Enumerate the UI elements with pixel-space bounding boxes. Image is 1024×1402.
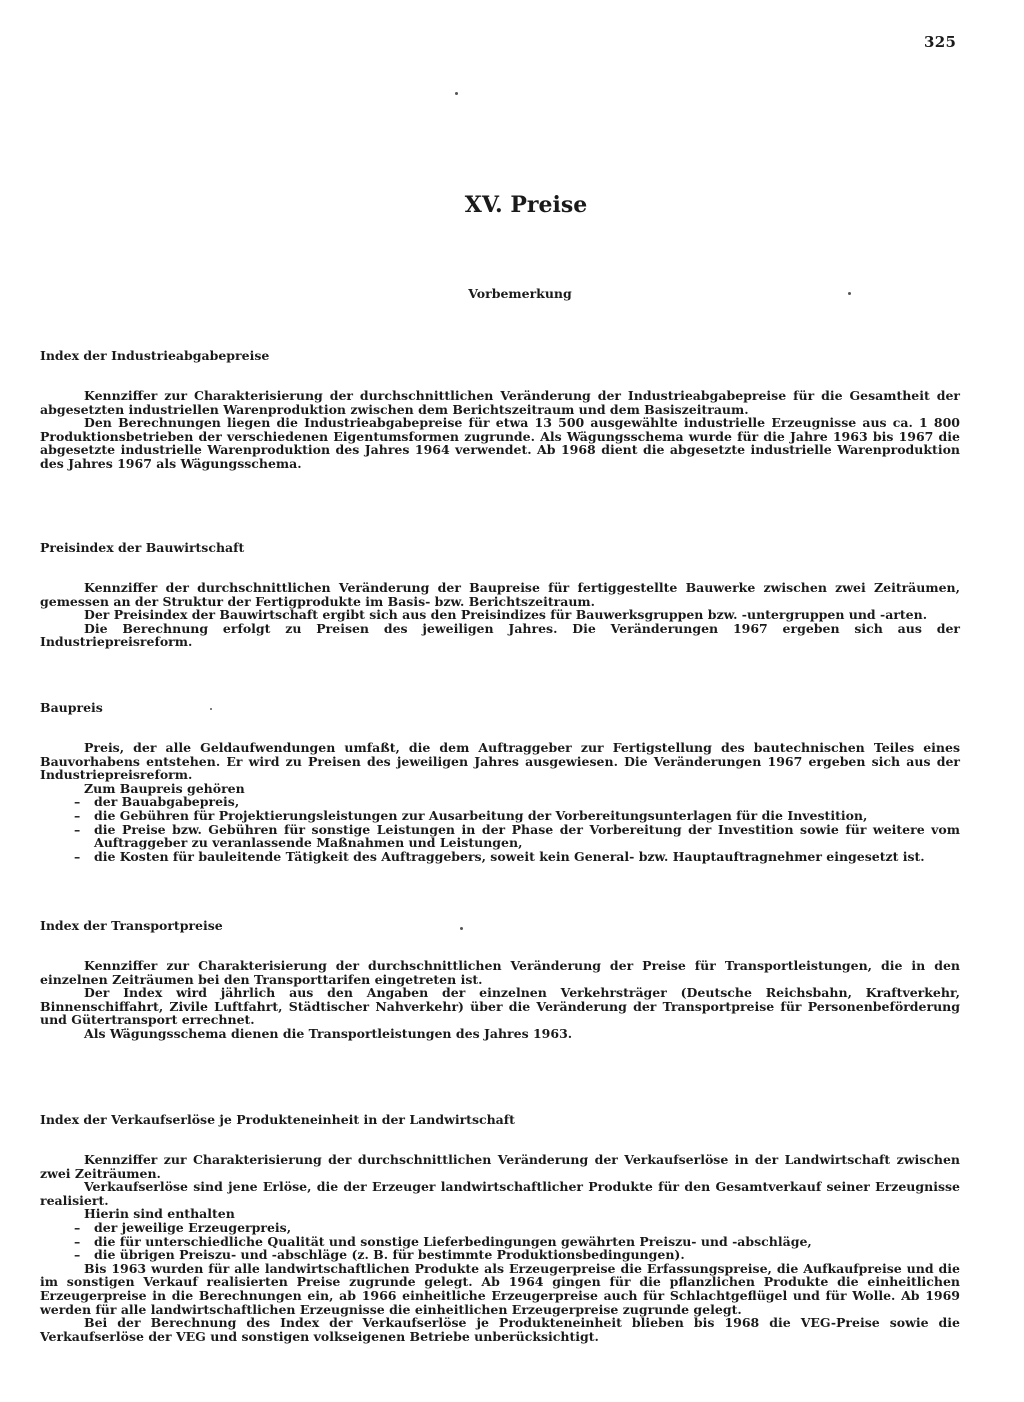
section-industrial-prices xyxy=(40,348,960,471)
section-agricultural-sales xyxy=(40,1112,960,1343)
list-item: – die Kosten für bauleitende Tätigkeit des Auftraggebers, soweit kein General- bzw. Hauptauftragnehmer eingesetzt ist. xyxy=(40,850,960,864)
section-heading: Index der Transportpreise xyxy=(40,918,223,933)
section-heading: Preisindex der Bauwirtschaft xyxy=(40,540,245,555)
paragraph: Zum Baupreis gehören xyxy=(84,780,245,796)
section-heading: Index der Industrieabgabepreise xyxy=(40,348,270,363)
list-item: – die Preise bzw. Gebühren für sonstige Leistungen in der Phase der Vorbereitung der Investition sowie für weitere vom Auftraggeber zu veranlassende Maßnahmen und Leistungen, xyxy=(40,823,960,850)
section-construction-price xyxy=(40,700,960,863)
chapter-title: XV. Preise xyxy=(464,192,588,218)
paragraph: Den Berechnungen liegen die Industrieabgabepreise für etwa 13 500 ausgewählte industrielle Erzeugnisse aus ca. 1 800 Produktionsbetrieben der verschiedenen Eigentumsformen zugrunde. Als Wägungsschema wurde für die Jahre 1963 bis 1967 die abgesetzte industrielle Warenproduktion des Jahres 1964 verwendet. Ab 1968 dient die abgesetzte industrielle Warenproduktion des Jahres 1967 als Wägungsschema. xyxy=(40,415,960,471)
scan-speck xyxy=(210,708,212,710)
paragraph: Die Berechnung erfolgt zu Preisen des jeweiligen Jahres. Die Veränderungen 1967 ergeben sich aus der Industriepreisreform. xyxy=(40,620,960,650)
paragraph: Bei der Berechnung des Index der Verkaufserlöse je Produkteneinheit blieben bis 1968 die VEG-Preise sowie die Verkaufserlöse der VEG und sonstigen volkseigenen Betriebe unberücksichtigt. xyxy=(40,1315,960,1344)
list-item: – der jeweilige Erzeugerpreis, xyxy=(40,1221,960,1235)
paragraph: Preis, der alle Geldaufwendungen umfaßt, die dem Auftraggeber zur Fertigstellung des bautechnischen Teiles eines Bauvorhabens entstehen. Er wird zu Preisen des jeweiligen Jahres ausgewiesen. Die Veränderungen 1967 ergeben sich aus der Industriepreisreform. xyxy=(40,740,960,783)
section-transport-prices xyxy=(40,918,960,1041)
scan-speck xyxy=(848,292,851,295)
paragraph: Hierin sind enthalten xyxy=(84,1206,235,1222)
section-heading: Baupreis xyxy=(40,700,103,715)
paragraph: Kennziffer zur Charakterisierung der durchschnittlichen Veränderung der Preise für Transportleistungen, die in den einzelnen Zeiträumen bei den Transporttarifen eingetreten ist. xyxy=(40,958,960,987)
paragraph: Bis 1963 wurden für alle landwirtschaftlichen Produkte als Erzeugerpreise die Erfassungspreise, die Aufkaufpreise und die im sonstigen Verkauf realisierten Preise zugrunde gelegt. Ab 1964 gingen für die pflanzlichen Produkte die einheitlichen Erzeugerpreise in die Berechnungen ein, ab 1966 einheitliche Erzeugerpreise auch für Schlachtgeflügel und für Wolle. Ab 1969 werden für alle landwirtschaftlichen Erzeugnisse die einheitlichen Erzeugerpreise zugrunde gelegt. xyxy=(40,1260,960,1317)
paragraph: Der Preisindex der Bauwirtschaft ergibt sich aus den Preisindizes für Bauwerksgruppen bzw. -untergruppen und -arten. xyxy=(84,607,928,623)
list-item: – die übrigen Preiszu- und -abschläge (z. B. für bestimmte Produktionsbedingungen). xyxy=(40,1248,960,1262)
section-heading: Index der Verkaufserlöse je Produkteneinheit in der Landwirtschaft xyxy=(40,1112,515,1127)
list xyxy=(40,1221,960,1262)
paragraph: Der Index wird jährlich aus den Angaben der einzelnen Verkehrsträger (Deutsche Reichsbahn, Kraftverkehr, Binnenschiffahrt, Zivile Luftfahrt, Städtischer Nahverkehr) über die Veränderung der Transportpreise für Personenbeförderung und Gütertransport errechnet. xyxy=(40,985,960,1028)
paragraph: Kennziffer der durchschnittlichen Veränderung der Baupreise für fertiggestellte Bauwerke zwischen zwei Zeiträumen, gemessen an der Struktur der Fertigprodukte im Basis- bzw. Berichtszeitraum. xyxy=(40,580,960,609)
list-item: – die für unterschiedliche Qualität und sonstige Lieferbedingungen gewährten Preiszu- und -abschläge, xyxy=(40,1235,960,1249)
paragraph: Verkaufserlöse sind jene Erlöse, die der Erzeuger landwirtschaftlicher Produkte für den Gesamtverkauf seiner Erzeugnisse realisiert. xyxy=(40,1179,960,1208)
scan-speck xyxy=(455,92,458,95)
section-construction-price-index xyxy=(40,540,960,649)
paragraph: Kennziffer zur Charakterisierung der durchschnittlichen Veränderung der Verkaufserlöse in der Landwirtschaft zwischen zwei Zeiträumen. xyxy=(40,1152,960,1181)
list-item: – der Bauabgabepreis, xyxy=(40,795,960,809)
preliminary-remark-heading: Vorbemerkung xyxy=(468,286,572,301)
scan-speck xyxy=(460,927,463,930)
page-number: 325 xyxy=(924,33,957,51)
paragraph: Als Wägungsschema dienen die Transportleistungen des Jahres 1963. xyxy=(84,1025,573,1041)
list-item: – die Gebühren für Projektierungsleistungen zur Ausarbeitung der Vorbereitungsunterlagen für die Investition, xyxy=(40,809,960,823)
list xyxy=(40,795,960,863)
paragraph: Kennziffer zur Charakterisierung der durchschnittlichen Veränderung der Industrieabgabepreise für die Gesamtheit der abgesetzten industriellen Warenproduktion zwischen dem Berichtszeitraum und dem Basiszeitraum. xyxy=(40,388,960,417)
